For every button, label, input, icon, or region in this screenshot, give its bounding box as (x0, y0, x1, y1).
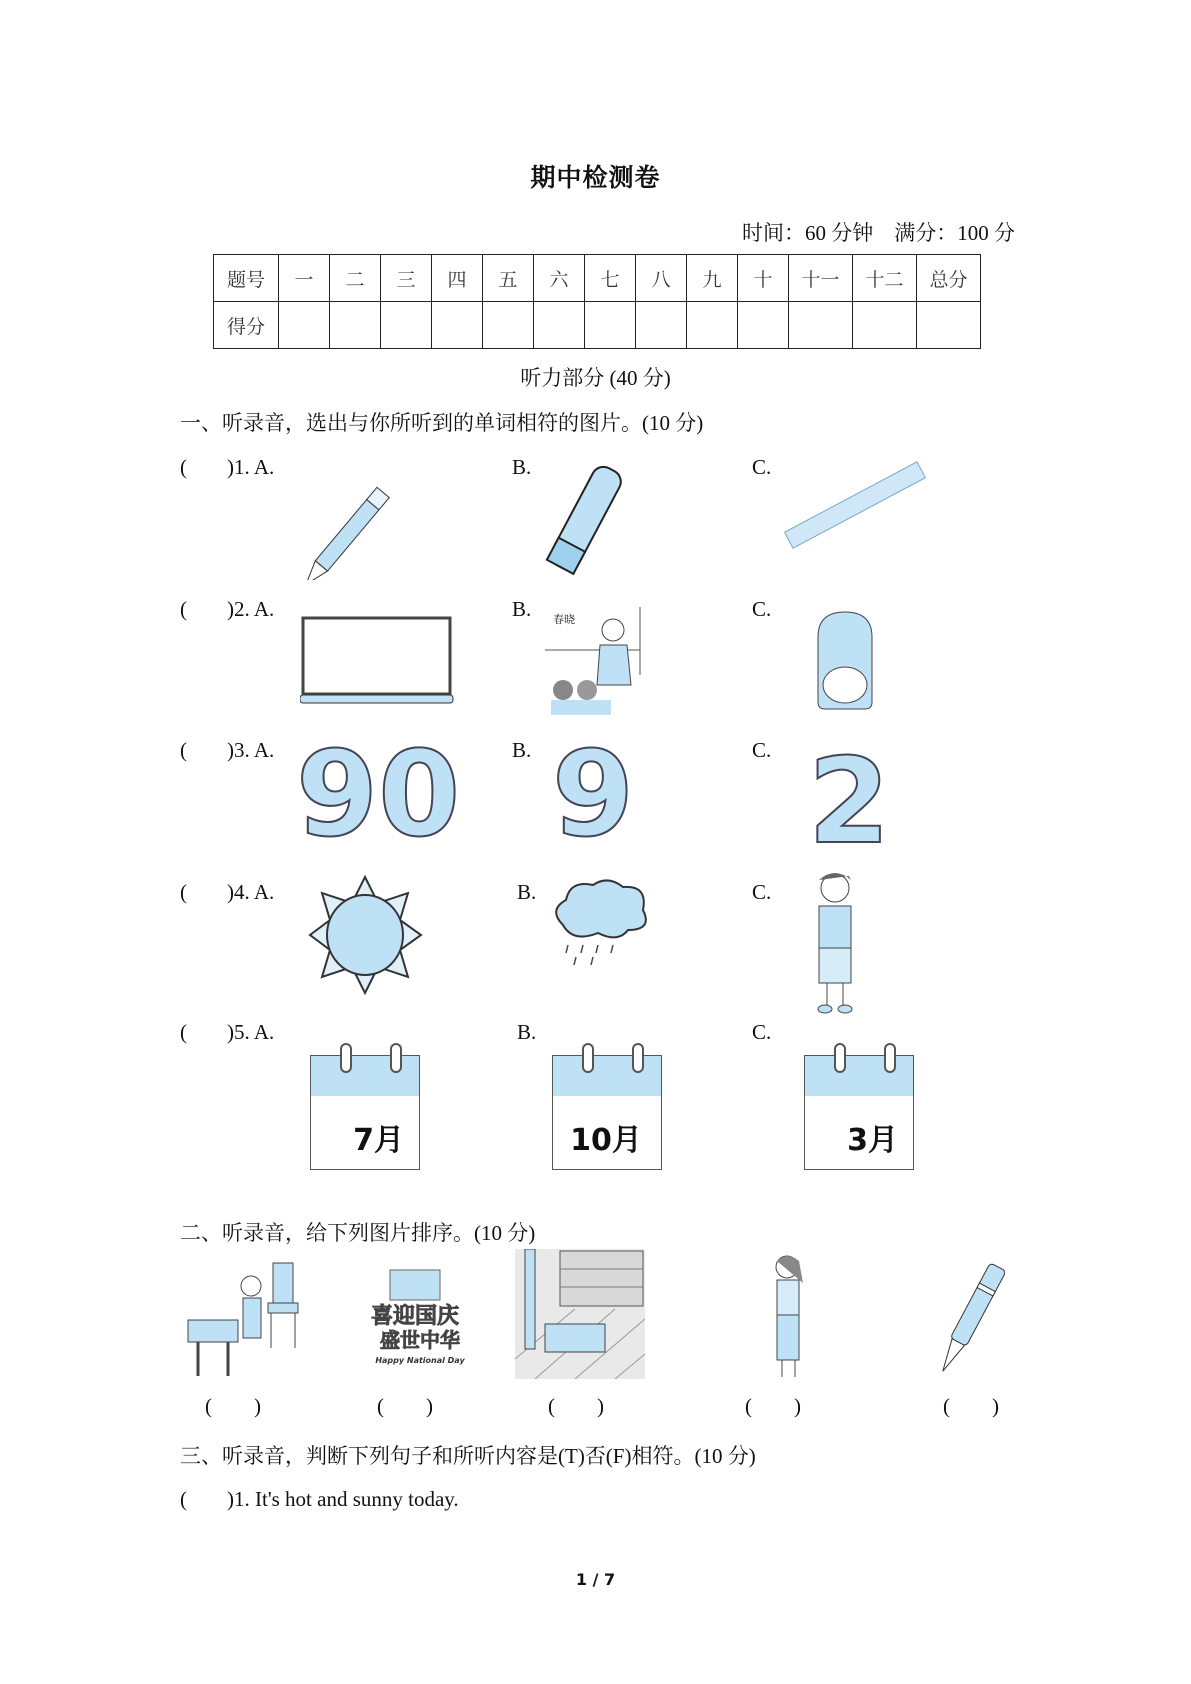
score-cell[interactable] (853, 302, 917, 349)
answer-paren[interactable]: ( (180, 1020, 187, 1044)
score-cell[interactable] (381, 302, 432, 349)
tf-question-1 (180, 1487, 459, 1512)
pencil-icon (300, 460, 420, 580)
option-b-label: B. (512, 597, 532, 621)
girl-icon (755, 1253, 815, 1381)
calendar-label: 3月 (847, 1123, 898, 1158)
ruler-icon (780, 460, 930, 550)
score-cell[interactable] (789, 302, 853, 349)
answer-paren[interactable]: ( (180, 880, 187, 904)
col-header: 总分 (917, 255, 981, 302)
board-text: 春晓 (553, 613, 575, 626)
blackboard-icon (300, 615, 455, 705)
option-b-label: B. (512, 738, 532, 762)
question-4 (180, 880, 274, 905)
col-header: 十 (738, 255, 789, 302)
score-cell[interactable] (917, 302, 981, 349)
col-header: 七 (585, 255, 636, 302)
option-b-label: B. (517, 880, 537, 904)
option-b-label: B. (517, 1020, 537, 1044)
calendar-october-icon (552, 1035, 662, 1170)
col-header: 五 (483, 255, 534, 302)
question-1 (180, 455, 274, 480)
question-number: )1. A. (227, 455, 275, 479)
question-text: It's hot and sunny today. (255, 1487, 459, 1511)
crayon-icon (540, 458, 630, 583)
question-number: )2. A. (227, 597, 275, 621)
score-cell[interactable] (330, 302, 381, 349)
sun-icon (308, 875, 423, 995)
answer-paren[interactable]: ( (180, 738, 187, 762)
score-cell[interactable] (279, 302, 330, 349)
score-cell[interactable] (483, 302, 534, 349)
option-b-label: B. (512, 455, 532, 479)
library-room-icon (515, 1249, 645, 1379)
score-table-score-row (214, 302, 981, 349)
full-score: 满分：100 分 (894, 221, 1015, 245)
score-cell[interactable] (534, 302, 585, 349)
col-header: 三 (381, 255, 432, 302)
banner-line2: 盛世中华 (380, 1328, 460, 1352)
option-c-label: C. (752, 597, 772, 621)
calendar-march-icon (804, 1035, 914, 1170)
question-5 (180, 1020, 274, 1045)
calendar-label: 10月 (570, 1123, 642, 1158)
section1-title: 一、听录音，选出与你所听到的单词相符的图片。(10 分) (180, 411, 704, 435)
answer-paren[interactable]: ( (180, 597, 187, 621)
col-header: 六 (534, 255, 585, 302)
national-day-banner-icon (340, 1265, 490, 1375)
section2-title: 二、听录音，给下列图片排序。(10 分) (180, 1221, 536, 1245)
order-paren-1[interactable]: ( ) (205, 1394, 261, 1418)
order-paren-5[interactable]: ( ) (943, 1394, 999, 1418)
answer-paren[interactable]: ( (180, 455, 187, 479)
col-header: 八 (636, 255, 687, 302)
section3-title: 三、听录音，判断下列句子和所听内容是(T)否(F)相符。(10 分) (180, 1444, 756, 1468)
schoolbag-icon (810, 607, 880, 712)
col-header: 九 (687, 255, 738, 302)
number-90-icon: 90 (296, 725, 461, 863)
page-title: 期中检测卷 (530, 165, 661, 192)
option-c-label: C. (752, 455, 772, 479)
dog-desk-chair-icon (183, 1258, 313, 1383)
option-c-label: C. (752, 1020, 772, 1044)
calendar-label: 7月 (353, 1123, 404, 1158)
order-paren-4[interactable]: ( ) (745, 1394, 801, 1418)
question-number: )3. A. (227, 738, 275, 762)
answer-paren[interactable]: ( (180, 1487, 187, 1511)
cold-boy-icon (805, 870, 865, 1015)
listening-part-title: 听力部分 (40 分) (520, 366, 671, 390)
order-paren-3[interactable]: ( ) (548, 1394, 604, 1418)
exam-meta (742, 217, 1015, 247)
teacher-classroom-icon (545, 605, 645, 715)
fountain-pen-icon (935, 1258, 1005, 1383)
page-number: 1 / 7 (575, 1570, 616, 1589)
col-header: 十一 (789, 255, 853, 302)
score-cell[interactable] (585, 302, 636, 349)
score-cell[interactable] (687, 302, 738, 349)
score-cell[interactable] (636, 302, 687, 349)
order-paren-2[interactable]: ( ) (377, 1394, 433, 1418)
question-2 (180, 597, 274, 622)
score-cell[interactable] (738, 302, 789, 349)
header-label: 题号 (214, 255, 279, 302)
question-number: )4. A. (227, 880, 275, 904)
question-3 (180, 738, 274, 763)
score-table (213, 254, 981, 349)
score-cell[interactable] (432, 302, 483, 349)
col-header: 十二 (853, 255, 917, 302)
col-header: 四 (432, 255, 483, 302)
col-header: 二 (330, 255, 381, 302)
number-9-icon: 9 (552, 725, 635, 863)
score-table-header-row (214, 255, 981, 302)
question-number: )1. (227, 1487, 250, 1511)
banner-line1: 喜迎国庆 (370, 1304, 460, 1329)
option-c-label: C. (752, 880, 772, 904)
banner-english: Happy National Day (375, 1356, 465, 1365)
number-2-icon: 2 (808, 732, 891, 870)
col-header: 一 (279, 255, 330, 302)
question-number: )5. A. (227, 1020, 275, 1044)
time-limit: 时间：60 分钟 (742, 221, 874, 245)
score-label: 得分 (214, 302, 279, 349)
rain-cloud-icon (548, 875, 658, 965)
option-c-label: C. (752, 738, 772, 762)
calendar-july-icon (310, 1035, 420, 1170)
